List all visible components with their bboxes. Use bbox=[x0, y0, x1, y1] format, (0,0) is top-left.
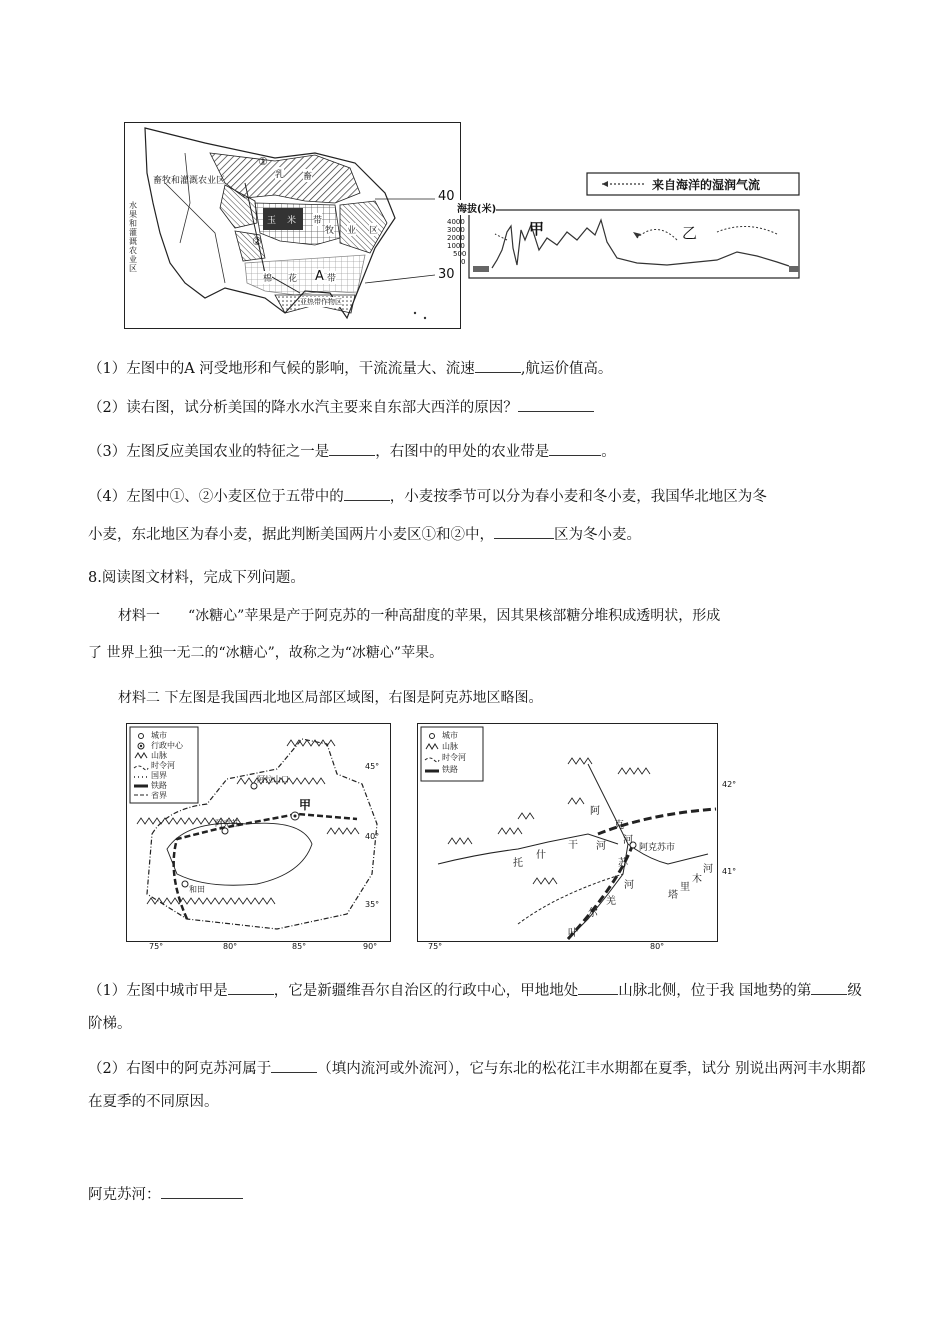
q3-text-a: （3）左图反应美国农业的特征之一是 bbox=[88, 444, 330, 460]
lat-45: 45° bbox=[365, 762, 380, 771]
wheat-mark-2: ② bbox=[252, 235, 262, 248]
river-char-10: 里 bbox=[680, 882, 690, 893]
question-8-1 bbox=[88, 975, 868, 1041]
ytick-1000: 1000 bbox=[447, 242, 465, 250]
q2-blank[interactable] bbox=[518, 397, 594, 412]
city-alashankou: 阿拉山口 bbox=[257, 775, 289, 784]
map-label-ranching: 畜牧和灌溉农业区 bbox=[153, 176, 226, 186]
city-hotan: 和田 bbox=[189, 885, 205, 894]
belt-char-dairy-1: 乳 bbox=[275, 167, 284, 180]
q8-2-text-b: （填内流河或外流河），它与东北的松花江丰水期都在夏季，试分 别说 bbox=[317, 1061, 765, 1077]
q8-1-text-e: 级阶梯。 bbox=[88, 983, 862, 1032]
river-char-9: 塔 bbox=[668, 890, 678, 901]
aksu-legend-railway: 铁路 bbox=[442, 765, 458, 774]
city-aksu: 阿克苏 bbox=[215, 819, 239, 828]
river-char-13: 叶 bbox=[568, 928, 578, 939]
q8-2-text-c: 出两河丰水期都在夏季的不同原因。 bbox=[88, 1061, 866, 1110]
q1-text-b: ,航运价值高。 bbox=[520, 361, 613, 377]
river-char-5: 托 bbox=[513, 858, 523, 869]
nw-lon-85: 85° bbox=[292, 942, 307, 951]
river-char-16: 河 bbox=[624, 880, 634, 891]
belt-char-general-2: 业 bbox=[347, 223, 356, 236]
river-char-11: 木 bbox=[692, 874, 702, 885]
river-a-label: A bbox=[315, 269, 324, 284]
question-4-line-1 bbox=[88, 486, 767, 507]
lat-35: 35° bbox=[365, 900, 380, 909]
q2-text-a: （2）读右图，试分析美国的降水水汽主要来自东部大西洋的原因？ bbox=[88, 400, 518, 416]
belt-char-cotton-2: 花 bbox=[288, 271, 297, 284]
map-label-west: 水果和灌溉农业区 bbox=[129, 201, 137, 273]
legend-seasonal-river: 时令河 bbox=[151, 761, 175, 770]
material-1-line-1: 材料一 “冰糖心”苹果是产于阿克苏的一种高甜度的苹果，因其果核部糖分堆积成透明状，形成 bbox=[118, 608, 721, 624]
aksu-legend-city: 城市 bbox=[442, 731, 458, 740]
belt-char-general-1: 牧 bbox=[325, 223, 334, 236]
q4-blank-1[interactable] bbox=[344, 486, 390, 501]
river-char-7: 干 bbox=[568, 840, 578, 851]
legend-railway: 铁路 bbox=[151, 781, 167, 790]
q4-blank-2[interactable] bbox=[494, 524, 554, 539]
q4-text-d: 区为冬小麦。 bbox=[554, 527, 641, 543]
question-4-line-2 bbox=[88, 524, 641, 545]
legend-admin-center: 行政中心 bbox=[151, 741, 183, 750]
q1-blank[interactable] bbox=[475, 358, 521, 373]
river-char-14: 尔 bbox=[588, 908, 598, 919]
aksu-city-label: 阿克苏市 bbox=[639, 843, 676, 853]
nw-lon-75: 75° bbox=[149, 942, 164, 951]
q8-1-text-b: ，它是新疆维吾尔自治区的行政中心，甲地地处 bbox=[273, 983, 579, 999]
aksu-lon-75: 75° bbox=[428, 942, 443, 951]
profile-legend: 来自海洋的湿润气流 bbox=[652, 178, 761, 192]
q8-1-blank-2[interactable] bbox=[578, 980, 618, 995]
river-char-4: 河 bbox=[623, 835, 633, 846]
river-char-8: 河 bbox=[596, 841, 606, 852]
answer-blank[interactable] bbox=[161, 1184, 243, 1199]
q4-text-c: 小麦，东北地区为春小麦，据此判断美国两片小麦区①和②中， bbox=[88, 527, 494, 543]
question-3 bbox=[88, 441, 616, 462]
belt-char-dairy-2: 畜 bbox=[303, 169, 312, 182]
q3-text-c: 。 bbox=[601, 444, 616, 460]
profile-label-yi: 乙 bbox=[682, 224, 698, 242]
answer-line-aksu bbox=[88, 1184, 243, 1205]
profile-ylabel: 海拔(米) bbox=[457, 200, 496, 215]
material-1-line-2: 了 世界上独一无二的“冰糖心”，故称之为“冰糖心”苹果。 bbox=[88, 645, 444, 661]
ytick-3000: 3000 bbox=[447, 226, 465, 234]
material-2: 材料二 下左图是我国西北地区局部区域图，右图是阿克苏地区略图。 bbox=[118, 690, 543, 706]
question-8-2 bbox=[88, 1053, 868, 1119]
lat-label-30: 30 bbox=[438, 267, 455, 282]
aksu-lon-80: 80° bbox=[650, 942, 665, 951]
q8-1-blank-3[interactable] bbox=[811, 980, 847, 995]
legend-border: 国界 bbox=[151, 771, 167, 780]
nw-lon-90: 90° bbox=[363, 942, 378, 951]
q8-1-blank-1[interactable] bbox=[228, 980, 274, 995]
belt-char-general-3: 区 bbox=[369, 223, 378, 236]
legend-city: 城市 bbox=[151, 731, 167, 740]
belt-char-cotton-3: 带 bbox=[327, 271, 336, 284]
question-8-title: 8.阅读图文材料，完成下列问题。 bbox=[88, 570, 305, 586]
belt-label-subtropical: 亚热带作物区 bbox=[300, 298, 342, 306]
ytick-4000: 4000 bbox=[447, 218, 465, 226]
river-char-3: 苏 bbox=[618, 858, 628, 869]
q4-text-a: （4）左图中①、②小麦区位于五带中的 bbox=[88, 489, 344, 505]
question-2 bbox=[88, 397, 594, 418]
aksu-legend-mountain: 山脉 bbox=[442, 742, 458, 751]
lat-40: 40° bbox=[365, 832, 380, 841]
ytick-2000: 2000 bbox=[447, 234, 465, 242]
q8-1-text-d: 势的第 bbox=[767, 983, 812, 999]
answer-label: 阿克苏河： bbox=[88, 1187, 161, 1203]
q3-text-b: ，右图中的甲处的农业带是 bbox=[375, 444, 550, 460]
elevation-profile bbox=[447, 170, 803, 280]
legend-province-border: 省界 bbox=[151, 791, 167, 800]
question-1 bbox=[88, 358, 612, 379]
q4-text-b: ，小麦按季节可以分为春小麦和冬小麦，我国华北地区为冬 bbox=[389, 489, 767, 505]
us-agriculture-map bbox=[124, 122, 461, 329]
aksu-legend-seasonal-river: 时令河 bbox=[442, 753, 466, 762]
ytick-500: 500 bbox=[453, 250, 467, 258]
q8-1-text-c: 山脉北侧，位于我 国地 bbox=[618, 983, 768, 999]
legend-mountain: 山脉 bbox=[151, 751, 167, 760]
aksu-lat-41: 41° bbox=[722, 867, 737, 876]
q8-2-text-a: （2）右图中的阿克苏河属于 bbox=[88, 1061, 272, 1077]
nw-lon-80: 80° bbox=[223, 942, 238, 951]
q3-blank-1[interactable] bbox=[329, 441, 375, 456]
q8-2-blank[interactable] bbox=[271, 1058, 317, 1073]
river-char-6: 什 bbox=[536, 850, 546, 861]
q3-blank-2[interactable] bbox=[549, 441, 601, 456]
aksu-lat-42: 42° bbox=[722, 780, 737, 789]
river-char-1: 阿 bbox=[590, 806, 600, 817]
northwest-china-map bbox=[126, 723, 391, 942]
belt-char-corn-3: 带 bbox=[313, 213, 322, 226]
belt-char-corn-2: 米 bbox=[287, 216, 297, 226]
profile-label-jia: 甲 bbox=[529, 220, 545, 238]
q1-text-a: （1）左图中的A 河受地形和气候的影响，干流流量大、流速 bbox=[88, 361, 475, 377]
belt-char-cotton-1: 棉 bbox=[263, 271, 272, 284]
ytick-0: 0 bbox=[461, 258, 466, 266]
lat-label-40: 40 bbox=[438, 189, 455, 204]
river-char-15: 羌 bbox=[606, 896, 616, 907]
q8-1-text-a: （1）左图中城市甲是 bbox=[88, 983, 228, 999]
river-char-2: 克 bbox=[614, 820, 624, 831]
belt-char-corn-1: 玉 bbox=[267, 216, 277, 226]
label-jia: 甲 bbox=[299, 798, 312, 812]
river-char-12: 河 bbox=[703, 864, 713, 875]
wheat-mark-1: ① bbox=[258, 155, 268, 168]
aksu-region-map bbox=[417, 723, 718, 942]
